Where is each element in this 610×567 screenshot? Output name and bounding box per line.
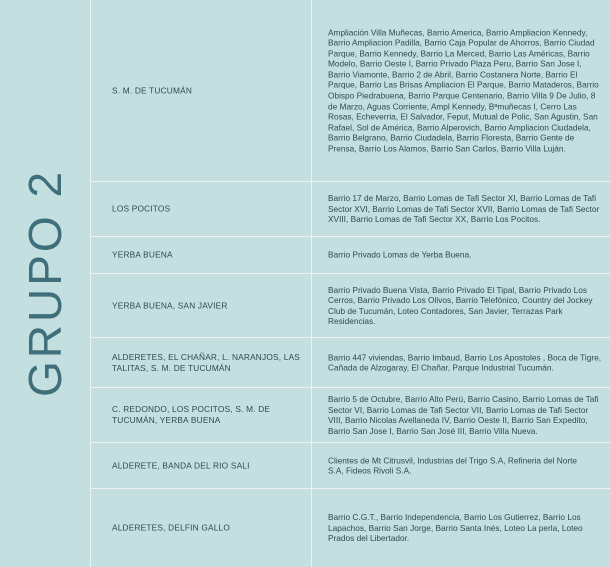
table-row	[91, 388, 610, 443]
table-row	[91, 443, 610, 489]
table-row	[91, 274, 610, 338]
place-cell: LOS POCITOS	[112, 203, 171, 214]
group-column	[0, 0, 90, 567]
neighborhoods-cell: Barrio 5 de Octubre, Barrio Alto Perú, Barrio Casino, Barrio Lomas de Tafi Sector VI, Barrio Lomas de Tafi Sector VII, Barrio Lomas de Tafi Sector VIII, Barrio Nicolas Avellaneda IV, Barrio Oeste II, Barrio San Expedito, Barrio San Jose I, Barrio San José III, Barrio Villa Nueva.	[328, 393, 599, 436]
table-row	[91, 182, 610, 237]
place-cell: ALDERETES, EL CHAÑAR, L. NARANJOS, LAS TALITAS, S. M. DE TUCUMÁN	[112, 351, 301, 373]
place-cell: C. REDONDO, LOS POCITOS, S. M. DE TUCUMÁN, YERBA BUENA	[112, 404, 271, 425]
table-row	[91, 237, 610, 274]
table-row	[91, 489, 610, 567]
place-cell: YERBA BUENA, SAN JAVIER	[112, 300, 228, 310]
neighborhoods-cell: Barrio Privado Buena Vista, Barrio Privado El Tipal, Barrio Privado Los Cerros, Barrio Privado Los Olivos, Barrio Telefónico, Country del Jockey Club de Tucumán, Loteo Contadores, San Javier, Terrazas Park Residencias.	[328, 284, 593, 327]
neighborhoods-cell: Clientes de Mt Citrusvil, Industrias del Trigo S.A, Refineria del Norte S.A, Fideos Rivoli S.A.	[328, 454, 578, 476]
group-label: GRUPO 2	[19, 168, 71, 398]
coverage-table	[90, 0, 610, 567]
neighborhoods-cell: Barrio Privado Lomas de Yerba Buena.	[328, 249, 472, 260]
table-row	[91, 0, 610, 182]
neighborhoods-cell: Barrio C.G.T., Barrio Independencia, Barrio Los Gutierrez, Barrio Los Lapachos, Barrio San Jorge, Barrio Santa Inés, Loteo La perla, Loteo Prados del Libertador.	[328, 512, 583, 544]
neighborhoods-cell: Barrio 447 viviendas, Barrio Imbaud, Barrio Los Apostoles , Boca de Tigre, Cañada de Alzogaray, El Chañar, Parque Industrial Tucumán.	[328, 351, 602, 373]
place-cell: ALDERETES, DELFIN GALLO	[112, 522, 231, 533]
neighborhoods-cell: Ampliación Villa Muñecas, Barrio America, Barrio Ampliacion Kennedy, Barrio Ampliacion Padilla, Barrio Caja Popular de Ahorros, Barrio Ciudad Parque, Barrio Kennedy, Barrio La Merced, Barrio Las Américas, Barrio Modelo, Barrio Oeste I, Barrio Privado Plaza Peru, Barrio San Jose I, Barrio Viamonte, Barrio 2 de Abril, Barrio Costanera Norte, Barrio El Parque, Barrio Las Brisas Ampliacion El Parque, Barrio Mataderos, Barrio Obispo Piedrabuena, Barrio Parque Centenario, Barrio Villa 9 De Julio, 8 de Marzo, Aguas Corriente, Ampl Kennedy, Bªmuñecas I, Cerro Las Rosas, Echeverria, El Salvador, Feput, Mutual de Polic, San Agustin, San Rafael, Sol de América, Barrio Alperovich, Barrio Ampliacion Ciudadela, Barrio Belgrano, Barrio Ciudadela, Barrio Floresta, Barrio Gente de Prensa, Barrio Los Alamos, Barrio San Carlos, Barrio Villa Luján.	[328, 26, 599, 154]
table-row	[91, 338, 610, 388]
place-cell: ALDERETE, BANDA DEL RIO SALI	[112, 460, 250, 470]
place-cell: YERBA BUENA	[112, 249, 173, 260]
place-cell: S. M. DE TUCUMÁN	[112, 85, 193, 95]
neighborhoods-cell: Barrio 17 de Marzo, Barrio Lomas de Tafi Sector XI, Barrio Lomas de Tafi Sector XVI, Barrio Lomas de Tafi Sector XVII, Barrio Lomas de Tafi Sector XVIII, Barrio Lomas de Tafi Sector XX, Barrio Los Pocitos.	[328, 193, 600, 225]
